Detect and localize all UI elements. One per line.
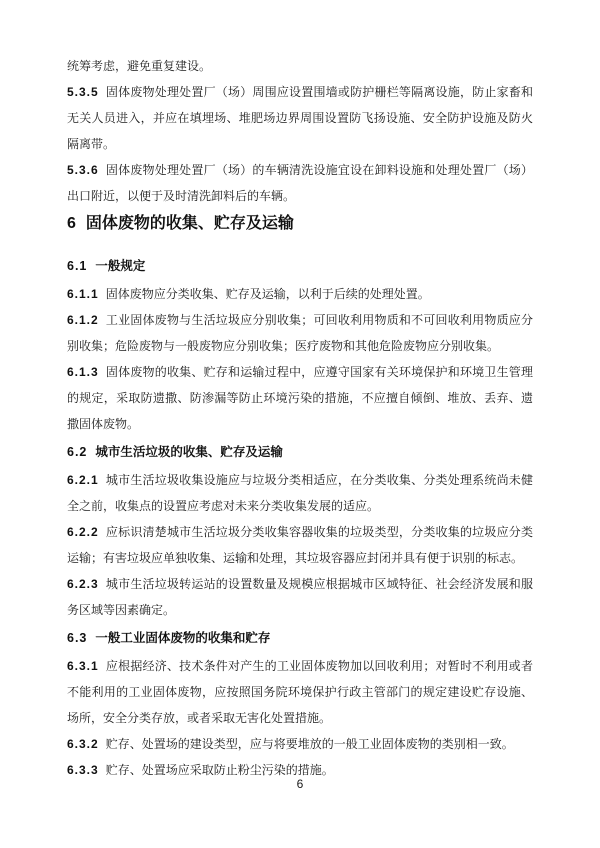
clause-paragraph: [67, 157, 533, 209]
clause-number: 6.3.1: [67, 659, 99, 673]
section-heading: [67, 439, 533, 465]
clause-text: 应根据经济、技术条件对产生的工业固体废物加以回收利用；对暂时不利用或者不能利用的工业固体废物，应按照国务院环境保护行政主管部门的规定建设贮存设施、场所，安全分类存放，或者采取无害化处置措施。: [67, 659, 533, 725]
section-heading: [67, 625, 533, 651]
clause-text: 应标识清楚城市生活垃圾分类收集容器收集的垃圾类型，分类收集的垃圾应分类运输；有害垃圾应单独收集、运输和处理，其垃圾容器应封闭并具有便于识别的标志。: [67, 525, 533, 565]
clause-paragraph: [67, 467, 533, 519]
clause-text: 固体废物的收集、贮存和运输过程中，应遵守国家有关环境保护和环境卫生管理的规定，采取防遗撒、防渗漏等防止环境污染的措施，不应擅自倾倒、堆放、丢弃、遗撒固体废物。: [67, 365, 533, 431]
clause-number: 5.3.6: [67, 163, 99, 177]
clause-number: 6.1.2: [67, 313, 99, 327]
clause-text: 工业固体废物与生活垃圾应分别收集；可回收利用物质和不可回收利用物质应分别收集；危险废物与一般废物应分别收集；医疗废物和其他危险废物应分别收集。: [67, 313, 533, 353]
clause-text: 固体废物处理处置厂（场）的车辆清洗设施宜设在卸料设施和处理处置厂（场）出口附近，以便于及时清洗卸料后的车辆。: [67, 163, 533, 203]
clause-paragraph: [67, 359, 533, 437]
section-number: 6.3: [67, 631, 88, 645]
clause-number: 6.3.3: [67, 763, 99, 777]
clause-number: 6.1.1: [67, 287, 99, 301]
clause-paragraph: [67, 571, 533, 623]
clause-paragraph: [67, 53, 533, 79]
chapter-number: 6: [67, 215, 76, 232]
clause-paragraph: [67, 653, 533, 731]
clause-number: 6.1.3: [67, 365, 99, 379]
section-number: 6.2: [67, 445, 88, 459]
clause-number: 6.2.1: [67, 473, 99, 487]
clause-text: 城市生活垃圾收集设施应与垃圾分类相适应，在分类收集、分类处理系统尚未健全之前，收集点的设置应考虑对未来分类收集发展的适应。: [67, 473, 533, 513]
clause-text: 城市生活垃圾转运站的设置数量及规模应根据城市区域特征、社会经济发展和服务区域等因素确定。: [67, 577, 533, 617]
clause-text: 贮存、处置场应采取防止粉尘污染的措施。: [105, 763, 334, 777]
clause-text: 贮存、处置场的建设类型，应与将要堆放的一般工业固体废物的类别相一致。: [105, 737, 514, 751]
clause-text: 固体废物处理处置厂（场）周围应设置围墙或防护栅栏等隔离设施，防止家畜和无关人员进入，并应在填埋场、堆肥场边界周围设置防飞扬设施、安全防护设施及防火隔离带。: [67, 85, 533, 151]
clause-number: 6.3.2: [67, 737, 99, 751]
clause-number: 6.2.2: [67, 525, 99, 539]
clause-paragraph: [67, 307, 533, 359]
clause-text: 固体废物应分类收集、贮存及运输，以利于后续的处理处置。: [105, 287, 430, 301]
section-number: 6.1: [67, 259, 88, 273]
clause-text: 统筹考虑，避免重复建设。: [67, 59, 212, 73]
clause-number: 5.3.5: [67, 85, 99, 99]
clause-paragraph: [67, 731, 533, 757]
section-title: 城市生活垃圾的收集、贮存及运输: [95, 445, 283, 459]
clause-paragraph: [67, 79, 533, 157]
clause-number: 6.2.3: [67, 577, 99, 591]
section-heading: [67, 253, 533, 279]
section-title: 一般工业固体废物的收集和贮存: [95, 631, 271, 645]
page-number: 6: [296, 777, 304, 791]
chapter-title: 固体废物的收集、贮存及运输: [85, 215, 294, 232]
clause-paragraph: [67, 281, 533, 307]
section-title: 一般规定: [95, 259, 146, 273]
clause-paragraph: [67, 519, 533, 571]
chapter-heading: [67, 209, 533, 239]
